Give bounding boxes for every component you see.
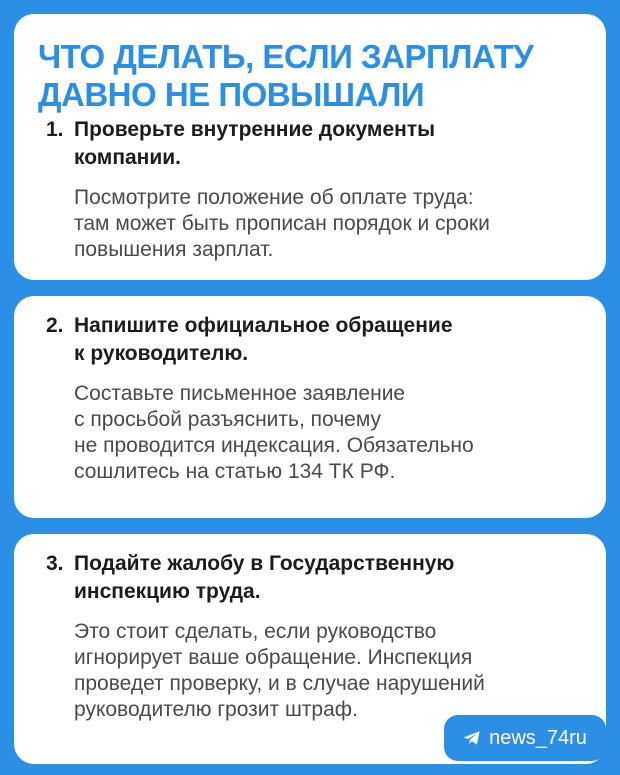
tip-number: 2. <box>46 314 64 337</box>
tip-card-2 <box>14 296 606 518</box>
tip-body <box>74 619 582 723</box>
tip-body-line: с просьбой разъяснить, почему <box>74 408 382 431</box>
telegram-icon <box>463 730 481 746</box>
page-title-line-2: ДАВНО НЕ ПОВЫШАЛИ <box>38 76 425 113</box>
page-title-line-1: ЧТО ДЕЛАТЬ, ЕСЛИ ЗАРПЛАТУ <box>38 38 534 75</box>
tip-heading <box>46 550 582 606</box>
tip-heading-line: инспекцию труда. <box>74 580 261 603</box>
tip-item-3 <box>46 550 582 723</box>
tip-body-line: Это стоит сделать, если руководство <box>74 620 437 643</box>
tip-body <box>74 185 582 263</box>
tip-body <box>74 381 582 485</box>
tip-body-line: там может быть прописан порядок и сроки <box>74 212 490 235</box>
tip-body-line: Составьте письменное заявление <box>74 382 406 405</box>
source-badge-label: news_74ru <box>489 726 587 749</box>
tip-heading-line: компании. <box>74 146 182 169</box>
tip-item-1 <box>46 116 582 263</box>
tip-body-line: сошлитесь на статью 134 ТК РФ. <box>74 460 396 483</box>
tip-body-line: повышения зарплат. <box>74 238 274 261</box>
tip-heading <box>46 312 582 368</box>
source-badge[interactable] <box>444 715 606 761</box>
tip-heading-line: к руководителю. <box>74 342 249 365</box>
tip-body-line: проведет проверку, и в случае нарушений <box>74 672 485 695</box>
tip-item-2 <box>46 312 582 485</box>
tip-number: 3. <box>46 552 64 575</box>
tip-heading-line: Проверьте внутренние документы <box>74 118 436 141</box>
tip-body-line: руководителю грозит штраф. <box>74 698 358 721</box>
tip-body-line: Посмотрите положение об оплате труда: <box>74 186 474 209</box>
tip-heading-line: Напишите официальное обращение <box>74 314 453 337</box>
tip-heading-line: Подайте жалобу в Государственную <box>74 552 455 575</box>
tip-body-line: не проводится индексация. Обязательно <box>74 434 474 457</box>
page-title <box>38 38 533 114</box>
tip-number: 1. <box>46 118 64 141</box>
tip-heading <box>46 116 582 172</box>
tip-card-1 <box>14 14 606 280</box>
tip-body-line: игнорирует ваше обращение. Инспекция <box>74 646 473 669</box>
